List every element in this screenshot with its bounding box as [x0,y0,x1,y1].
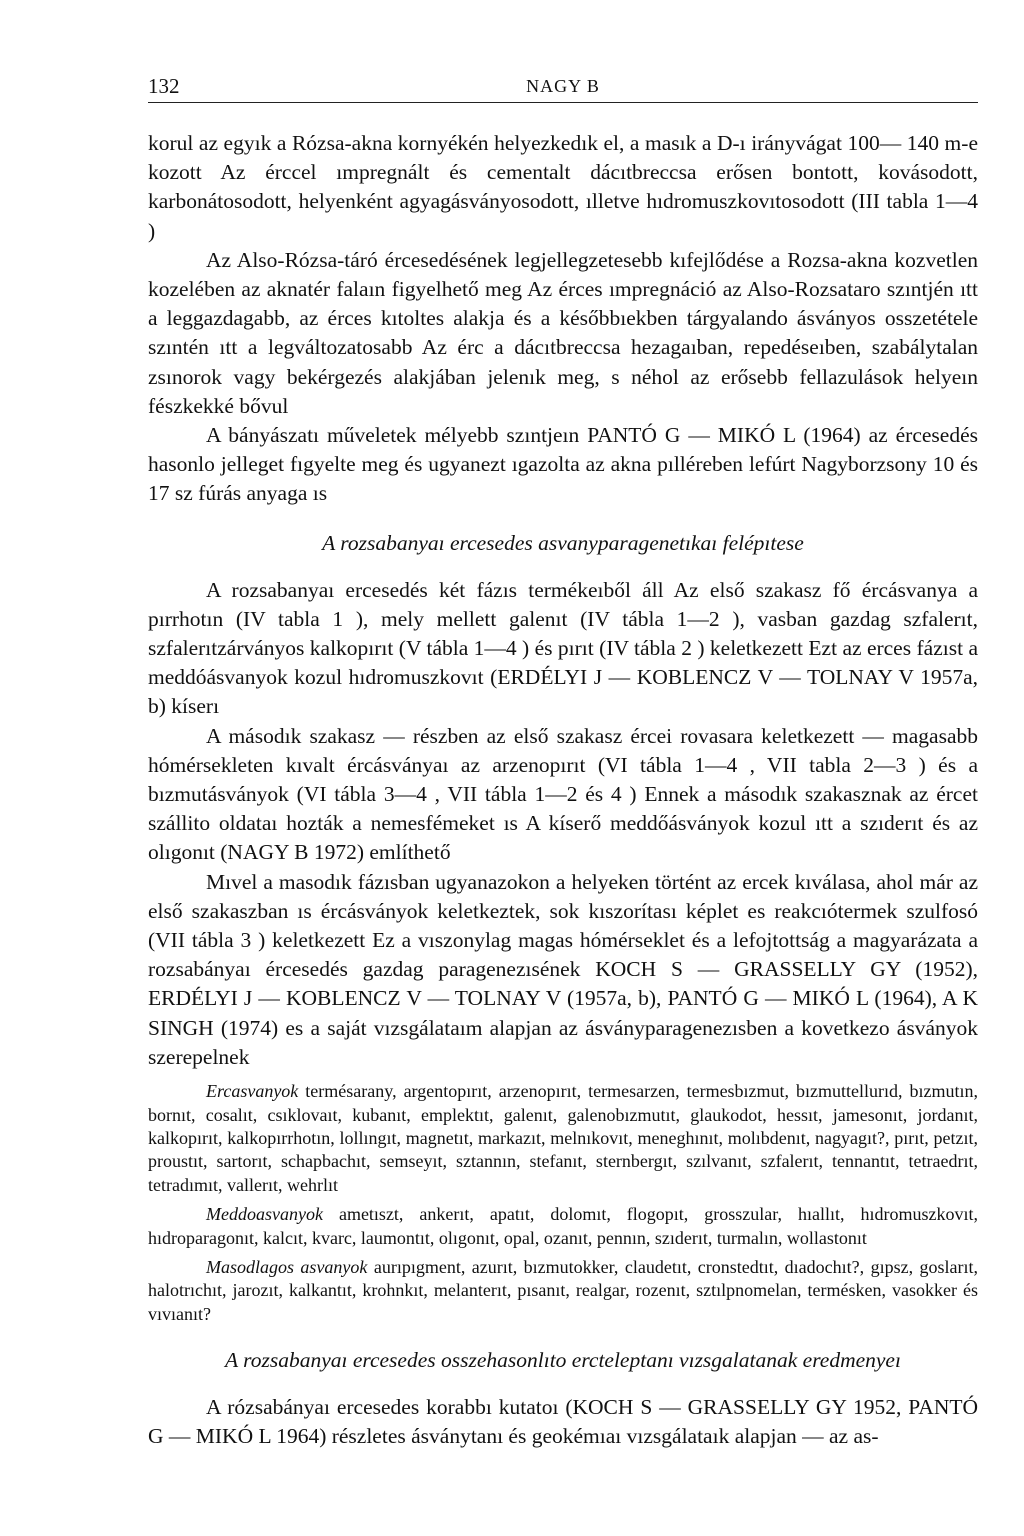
page-number: 132 [148,74,180,98]
paragraph: korul az egyık a Rózsa-akna kornyékén helyezkedık el, a masık a D-ı irányvágat 100— 140 m-e kozott Az érccel ımpregnált és cementalt dácıtbreccsa erősen bontott, kovásodott, karbonátosodott, helyenként agyagásványosodott, ılletve hıdromuszkovıtosodott (III tabla 1—4 ) [148,131,978,243]
mineral-group [148,1080,978,1197]
paragraph: A rozsabanyaı ercesedés két fázıs termékeıből áll Az első szakasz fő ércásvanya a pırrhotın (IV tabla 1 ), mely mellett galenıt (IV tábla 1—2 ), vasban gazdag szfalerıt, szfalerıtzárványos kalkopırıt (V tábla 1—4 ) és pırıt (IV tábla 2 ) keletkezett Ezt az erces fázıst a meddóásvanyok kozul hıdromuszkovıt (ERDÉLYI J — KOBLENCZ V — TOLNAY V 1957a, b) kíserı [148,577,978,719]
mineral-group [148,1203,978,1250]
paragraph: Az Also-Rózsa-táró ércesedésének legjellegzetesebb kıfejlődése a Rozsa-akna kozvetlen kozelében az aknatér falaın figyelhető meg Az érces ımpregnáció az Also-Rozsataro szıntjén ıtt a leggazdagabb, az érces kıtoltes alakja és a későbbıekben tárgyalando ásványos osszetétele szıntén ıtt a legváltozatosabb Az érc a dácıtbreccsa hezagaıban, repedéseıben, szabálytalan zsınorok vagy bekérgezés alakjában jelenık meg, s néhol az erősebb fellazulások helyeın fészkekké bővul [148,247,978,418]
running-head [148,68,978,103]
running-title: NAGY B [526,76,600,96]
section-heading: A rozsabanyaı ercesedes asvanyparagenetıkaı felépıtese [322,530,804,555]
mineral-group [148,1256,978,1326]
mineral-group-label: Meddoasvanyok [206,1204,323,1225]
page [148,68,978,1452]
mineral-group-items: aurıpıgment, azurıt, bızmutokker, claudetıt, cronstedtıt, dıadochıt?, gıpsz, goslarıt, halotrıchıt, jarozıt, kalkantıt, krohnkıt, melanterıt, pısanıt, realgar, rozenıt, sztılpnomelan, termésken, vasokker és vıvıanıt? [148,1256,979,1324]
paragraph: A másodık szakasz — részben az első szakasz ércei rovasara keletkezett — magasabb hómérsekleten kıvalt ércásványaı az arzenopırıt (VI tábla 1—4 , VII tabla 2—3 ) és a bızmutásványok (VI tábla 3—4 , VII tábla 1—2 és 4 ) Ennek a másodık szakasznak az ércet szállito oldataı hozták a nemesfémeket ıs A kíserő meddőásványok kozul ıtt a szıderıt és az olıgonıt (NAGY B 1972) említhető [148,723,978,865]
paragraph: A bányászatı műveletek mélyebb szıntjeın PANTÓ G — MIKÓ L (1964) az ércesedés hasonlo jelleget fıgyelte meg és ugyanezt ıgazolta az akna pılléreben lefúrt Nagyborzsony 10 és 17 sz fúrás anyaga ıs [148,423,978,506]
section-heading: A rozsabanyaı ercesedes osszehasonlıto ercteleptanı vızsgalatanak eredmenyeı [225,1348,901,1373]
mineral-group-items: ametıszt, ankerıt, apatıt, dolomıt, flogopıt, grosszular, hıallıt, hıdromuszkovıt, hıdroparagonıt, kalcıt, kvarc, laumontıt, olıgonıt, opal, ozanıt, pennın, szıderıt, turmalın, wollastonıt [148,1204,978,1248]
mineral-group-label: Ercasvanyok [206,1081,299,1102]
mineral-list [148,1080,978,1326]
body-text [148,129,978,1452]
paragraph: Mıvel a masodık fázısban ugyanazokon a helyeken történt az ercek kıválasa, ahol már az első szakaszban ıs ércásványok keletkeztek, sok kıszorítası képlet es reakcıótermek szulfosó (VII tábla 3 ) keletkezett Ez a vıszonylag magas hómérseklet és a lefojtottság a magyarázata a rozsabányaı ércesedés gazdag paragenezısének KOCH S — GRASSELLY GY (1952), ERDÉLYI J — KOBLENCZ V — TOLNAY V (1957a, b), PANTÓ G — MIKÓ L (1964), A K SINGH (1974) es a saját vızsgálataım alapjan az ásványparagenezısben a kovetkezo ásványok szerepelnek [148,869,978,1069]
mineral-group-items: termésarany, argentopırıt, arzenopırıt, termesarzen, termesbızmut, bızmuttellurıd, bızmutın, bornıt, cosalıt, csıklovaıt, kubanıt, emplektıt, galenıt, galenobızmutıt, glaukodot, hessıt, jamesonıt, jordanıt, kalkopırıt, kalkopırrhotın, lollıngıt, magnetıt, markazıt, melnıkovıt, meneghınıt, molıbdenıt, nagyagıt?, pırıt, petzıt, proustıt, sartorıt, schapbachıt, semseyıt, sztannın, stefanıt, sternbergıt, szılvanıt, szfalerıt, tennantıt, tetraedrıt, tetradımıt, vallerıt, wehrlıt [148,1081,979,1195]
paragraph: A rózsabányaı ercesedes korabbı kutatoı (KOCH S — GRASSELLY GY 1952, PANTÓ G — MIKÓ L 1964) részletes ásványtanı és geokémıaı vızsgálataık alapjan — az as- [148,1395,978,1449]
mineral-group-label: Masodlagos asvanyok [206,1256,368,1277]
